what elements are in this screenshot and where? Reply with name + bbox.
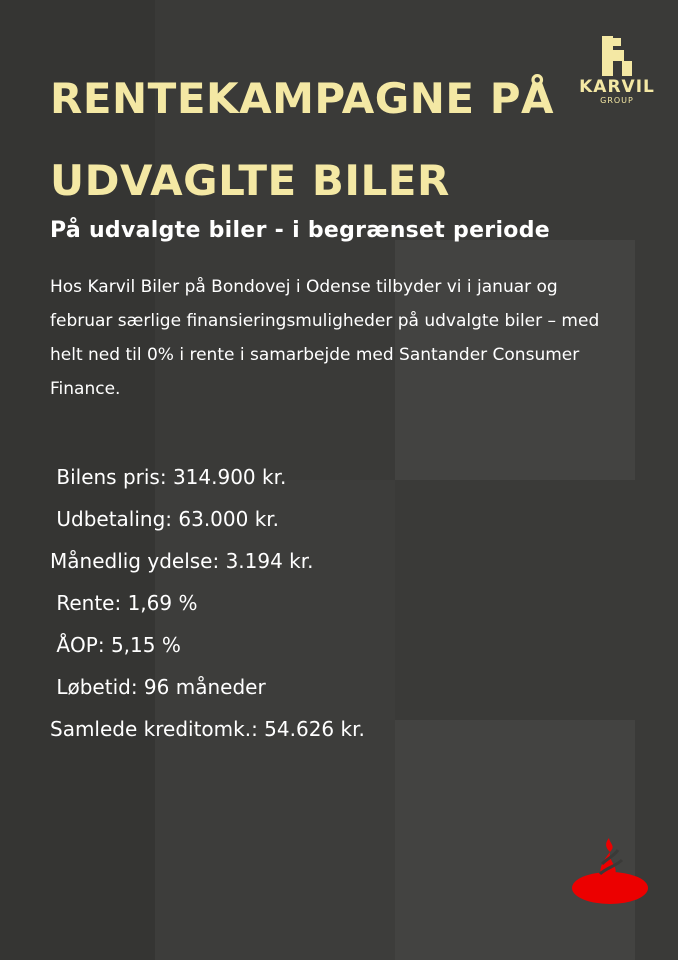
title-line-1: RENTEKAMPAGNE PÅ [50,74,555,123]
detail-term: Løbetid: 96 måneder [50,675,266,699]
detail-total-credit-cost: Samlede kreditomk.: 54.626 kr. [50,717,365,741]
detail-monthly-payment: Månedlig ydelse: 3.194 kr. [50,549,314,573]
title-line-2: UDVAGLTE BILER [50,156,450,205]
detail-price: Bilens pris: 314.900 kr. [50,465,287,489]
subtitle: På udvalgte biler - i begrænset periode [50,218,550,243]
detail-interest-rate: Rente: 1,69 % [50,591,198,615]
intro-paragraph: Hos Karvil Biler på Bondovej i Odense tilbyder vi i januar og februar særlige finansieringsmuligheder på udvalgte biler – med helt ned til 0% i rente i samarbejde med Santander Consumer Finance. [50,277,600,399]
page-title [50,58,570,222]
detail-down-payment: Udbetaling: 63.000 kr. [50,507,280,531]
karvil-k-logo-icon [600,36,634,76]
logo-wordmark: KARVIL [579,77,655,97]
detail-aop: ÅOP: 5,15 % [50,633,181,657]
logo-subtext: GROUP [600,96,634,105]
karvil-group-logo [574,36,660,106]
santander-flame-icon [570,838,650,906]
finance-details-list [50,456,365,750]
